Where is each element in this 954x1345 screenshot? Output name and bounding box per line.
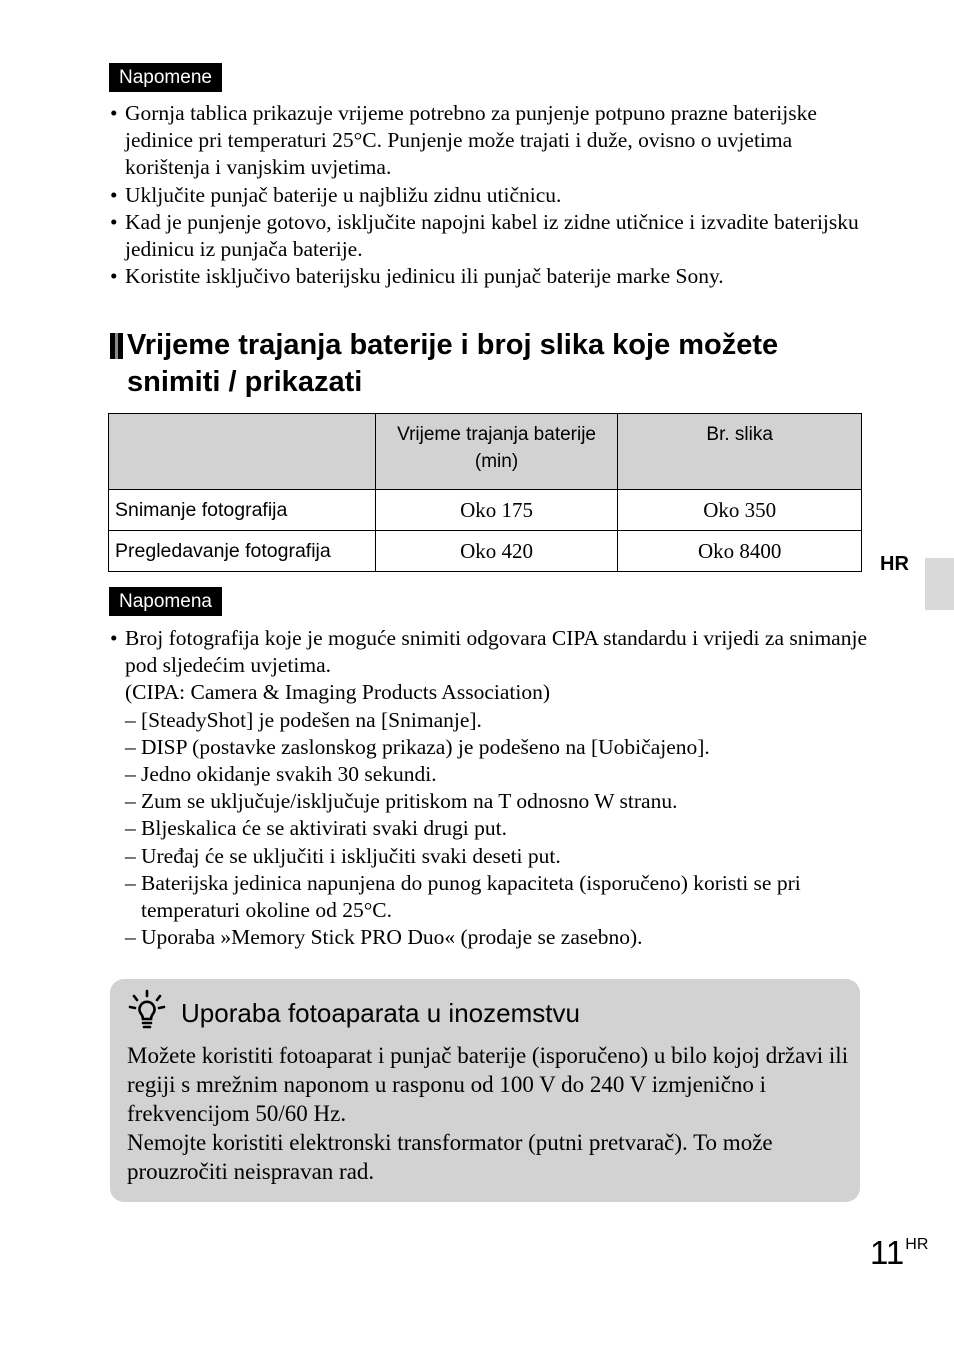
heading-line-1: Vrijeme trajanja baterije i broj slika koje možete <box>127 329 779 361</box>
condition-item: – [SteadyShot] je podešen na [Snimanje]. <box>108 707 868 734</box>
battery-table <box>108 413 862 572</box>
condition-item: – Zum se uključuje/isključuje pritiskom na T odnosno W stranu. <box>108 788 868 815</box>
note-label: Napomena <box>109 587 222 616</box>
note-cipa: (CIPA: Camera & Imaging Products Association) <box>125 680 550 705</box>
table-header-empty <box>109 414 376 490</box>
row-label: Snimanje fotografija <box>109 490 376 531</box>
row-images: Oko 8400 <box>618 531 862 572</box>
notes-list <box>108 100 868 290</box>
tip-paragraph: Nemojte koristiti elektronski transformator (putni pretvarač). To može prouzročiti neispravan rad. <box>127 1130 773 1184</box>
page-number <box>870 1234 928 1272</box>
page-number-value: 11 <box>870 1234 905 1271</box>
tip-title: Uporaba fotoaparata u inozemstvu <box>181 998 580 1028</box>
note-item: • Koristite isključivo baterijsku jedinicu ili punjač baterije marke Sony. <box>108 263 868 290</box>
row-images: Oko 350 <box>618 490 862 531</box>
note-item: • Gornja tablica prikazuje vrijeme potrebno za punjenje potpuno prazne baterijske jedinice pri temperaturi 25°C. Punjenje može trajati i duže, ovisno o uvjetima korištenja i vanjskim uvjetima. <box>108 100 868 182</box>
tip-box <box>110 979 860 1202</box>
language-tab-marker <box>925 558 954 610</box>
condition-item: – Baterijska jedinica napunjena do punog kapaciteta (isporučeno) koristi se pri temperaturi okoline od 25°C. <box>108 870 868 924</box>
row-time: Oko 175 <box>375 490 618 531</box>
table-header-images: Br. slika <box>618 414 862 490</box>
condition-item: – Bljeskalica će se aktivirati svaki drugi put. <box>108 815 868 842</box>
row-time: Oko 420 <box>375 531 618 572</box>
heading-line-2: snimiti / prikazati <box>127 366 363 398</box>
language-tab-label: HR <box>880 553 909 575</box>
lightbulb-icon <box>127 989 167 1033</box>
section-marker-icon <box>110 333 123 359</box>
note-intro: • Broj fotografija koje je moguće snimiti odgovara CIPA standardu i vrijedi za snimanje pod sljedećim uvjetima. <box>108 625 868 679</box>
section-heading <box>108 327 888 401</box>
note-item: • Uključite punjač baterije u najbližu zidnu utičnicu. <box>108 182 868 209</box>
tip-body <box>127 1041 852 1186</box>
table-header-row <box>109 414 862 490</box>
condition-item: – Uporaba »Memory Stick PRO Duo« (prodaje se zasebno). <box>108 924 868 951</box>
row-label: Pregledavanje fotografija <box>109 531 376 572</box>
condition-item: – Jedno okidanje svakih 30 sekundi. <box>108 761 868 788</box>
table-row <box>109 531 862 572</box>
note-section <box>108 625 868 951</box>
tip-paragraph: Možete koristiti fotoaparat i punjač baterije (isporučeno) u bilo kojoj državi ili regiji s mrežnim naponom u rasponu od 100 V do 240 V izmjenično i frekvencijom 50/60 Hz. <box>127 1043 849 1126</box>
conditions-list <box>108 707 868 952</box>
table-row <box>109 490 862 531</box>
note-item: • Kad je punjenje gotovo, isključite napojni kabel iz zidne utičnice i izvadite baterijsku jedinicu iz punjača baterije. <box>108 209 868 263</box>
condition-item: – DISP (postavke zaslonskog prikaza) je podešeno na [Uobičajeno]. <box>108 734 868 761</box>
condition-item: – Uređaj će se uključiti i isključiti svaki deseti put. <box>108 843 868 870</box>
notes-label: Napomene <box>109 63 222 92</box>
table-header-time: Vrijeme trajanja baterije (min) <box>375 414 618 490</box>
page-number-suffix: HR <box>905 1236 929 1253</box>
